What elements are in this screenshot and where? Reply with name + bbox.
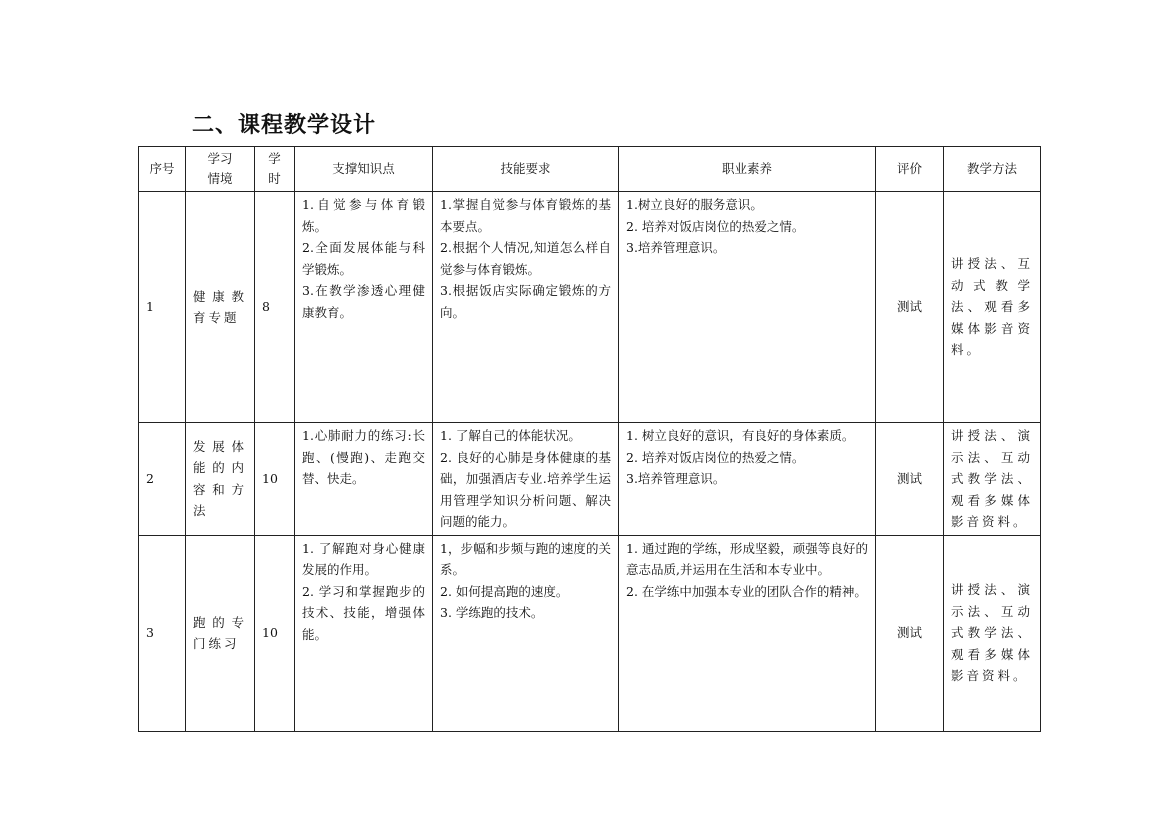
cell-hours: 10 xyxy=(255,535,295,731)
cell-method: 讲授法、互动式教学法、观看多媒体影音资料。 xyxy=(944,192,1041,423)
literacy-item: 1. 通过跑的学练，形成坚毅，顽强等良好的意志品质,并运用在生活和本专业中。 xyxy=(626,540,868,577)
cell-knowledge xyxy=(295,192,433,423)
cell-skills xyxy=(433,192,619,423)
course-design-table xyxy=(138,146,1041,732)
header-method: 教学方法 xyxy=(944,147,1041,192)
header-situation xyxy=(186,147,255,192)
cell-index: 3 xyxy=(139,535,186,731)
skill-item: 1. 了解自己的体能状况。 xyxy=(440,428,581,443)
header-literacy: 职业素养 xyxy=(619,147,876,192)
skill-item: 1，步幅和步频与跑的速度的关系。 xyxy=(440,540,611,577)
cell-skills xyxy=(433,535,619,731)
table-row xyxy=(139,192,1041,423)
cell-literacy xyxy=(619,423,876,536)
knowledge-item: 1.自觉参与体育锻炼。 xyxy=(302,197,425,234)
cell-knowledge xyxy=(295,423,433,536)
cell-method: 讲授法、演示法、互动式教学法、观看多媒体影音资料。 xyxy=(944,535,1041,731)
literacy-item: 3.培养管理意识。 xyxy=(626,240,726,255)
cell-skills xyxy=(433,423,619,536)
literacy-item: 1. 树立良好的意识，有良好的身体素质。 xyxy=(626,428,855,443)
section-heading: 二、课程教学设计 xyxy=(192,113,377,138)
cell-index: 1 xyxy=(139,192,186,423)
header-hours-line: 学 xyxy=(268,151,281,166)
skill-item: 3.根据饭店实际确定锻炼的方向。 xyxy=(440,283,611,320)
header-situation-line: 情境 xyxy=(207,171,233,186)
skill-item: 3. 学练跑的技术。 xyxy=(440,605,544,620)
knowledge-item: 3.在教学渗透心理健康教育。 xyxy=(302,283,425,320)
header-skills: 技能要求 xyxy=(433,147,619,192)
header-hours xyxy=(255,147,295,192)
cell-hours: 8 xyxy=(255,192,295,423)
literacy-item: 2. 在学练中加强本专业的团队合作的精神。 xyxy=(626,583,867,599)
cell-method: 讲授法、演示法、互动式教学法、观看多媒体影音资料。 xyxy=(944,423,1041,536)
cell-situation: 发展体能的内容和方法 xyxy=(186,423,255,536)
table-row xyxy=(139,535,1041,731)
header-index: 序号 xyxy=(139,147,186,192)
skill-item: 1.掌握自觉参与体育锻炼的基本要点。 xyxy=(440,197,611,234)
table-row xyxy=(139,423,1041,536)
skill-item: 2. 如何提高跑的速度。 xyxy=(440,583,569,599)
skill-item: 2.根据个人情况,知道怎么样自觉参与体育锻炼。 xyxy=(440,240,611,277)
cell-evaluation: 测试 xyxy=(876,535,944,731)
skill-item: 2. 良好的心肺是身体健康的基础，加强酒店专业.培养学生运用管理学知识分析问题、解决问题的能力。 xyxy=(440,449,611,529)
header-evaluation: 评价 xyxy=(876,147,944,192)
literacy-item: 2. 培养对饭店岗位的热爱之情。 xyxy=(626,218,805,234)
literacy-item: 1.树立良好的服务意识。 xyxy=(626,197,763,212)
cell-situation: 跑的专门练习 xyxy=(186,535,255,731)
knowledge-item: 1. 了解跑对身心健康发展的作用。 xyxy=(302,540,425,577)
literacy-item: 3.培养管理意识。 xyxy=(626,471,726,486)
literacy-item: 2. 培养对饭店岗位的热爱之情。 xyxy=(626,449,805,465)
cell-situation: 健康教育专题 xyxy=(186,192,255,423)
knowledge-item: 2.全面发展体能与科学锻炼。 xyxy=(302,240,425,277)
cell-evaluation: 测试 xyxy=(876,192,944,423)
cell-index: 2 xyxy=(139,423,186,536)
knowledge-item: 1.心肺耐力的练习:长跑、(慢跑)、走跑交替、快走。 xyxy=(302,428,425,486)
header-knowledge: 支撑知识点 xyxy=(295,147,433,192)
cell-hours: 10 xyxy=(255,423,295,536)
header-situation-line: 学习 xyxy=(207,151,233,166)
cell-literacy xyxy=(619,192,876,423)
cell-knowledge xyxy=(295,535,433,731)
header-row xyxy=(139,147,1041,192)
knowledge-item: 2. 学习和掌握跑步的技术、技能，增强体能。 xyxy=(302,583,425,642)
cell-evaluation: 测试 xyxy=(876,423,944,536)
header-hours-line: 时 xyxy=(268,171,281,186)
cell-literacy xyxy=(619,535,876,731)
